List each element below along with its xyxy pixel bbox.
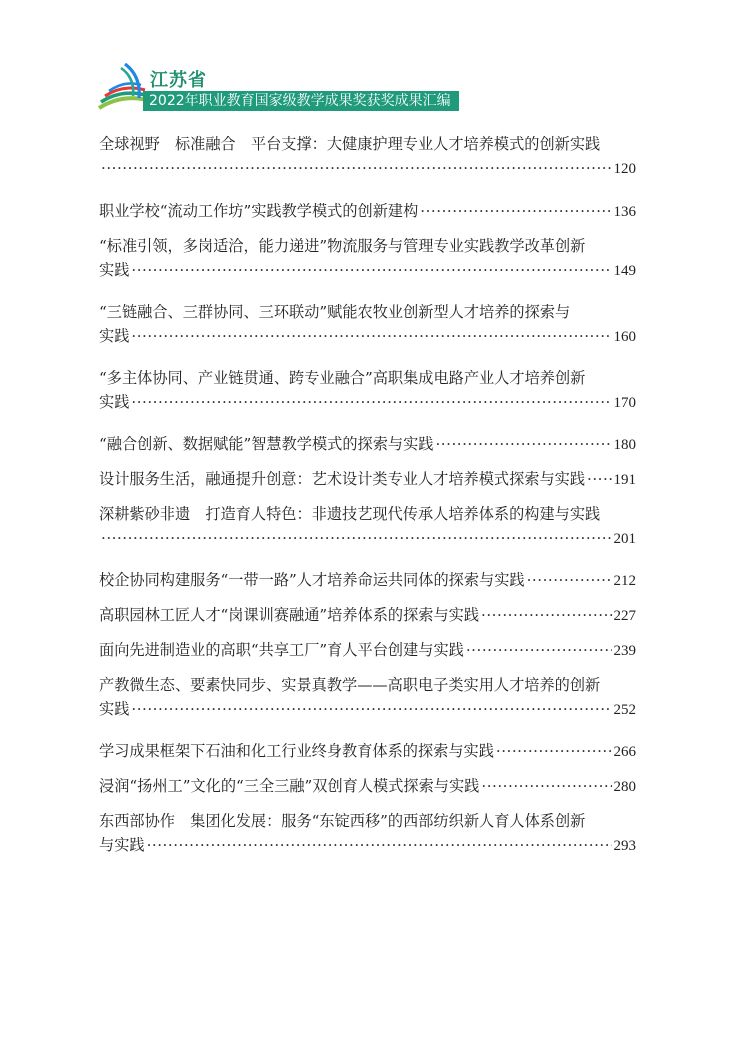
toc-entry[interactable] — [99, 199, 636, 223]
toc-entry-title: 高职园林工匠人才“岗课训赛融通”培养体系的探索与实践 — [99, 606, 480, 624]
toc-entry-line — [99, 568, 636, 592]
dot-leader — [101, 156, 612, 180]
dot-leader — [481, 603, 611, 627]
toc-entry-title: 实践 — [99, 700, 130, 718]
dot-leader — [420, 199, 611, 223]
page-number: 280 — [613, 779, 636, 795]
toc-entry[interactable] — [99, 568, 636, 592]
toc-entry[interactable] — [99, 638, 636, 662]
page-number: 212 — [613, 573, 636, 589]
toc-entry-title: 东西部协作 集团化发展：服务“东锭西移”的西部纺织新人育人体系创新 — [99, 812, 586, 830]
dot-leader — [147, 833, 612, 857]
dot-leader — [131, 697, 611, 721]
toc-entry-line — [99, 366, 636, 390]
page-number: 293 — [613, 838, 636, 854]
dot-leader — [587, 467, 612, 491]
toc-entry-title: 全球视野 标准融合 平台支撑：大健康护理专业人才培养模式的创新实践 — [99, 135, 601, 153]
dot-leader — [496, 739, 612, 763]
toc-entry-line — [99, 502, 636, 526]
page-number: 239 — [613, 643, 636, 659]
toc-entry[interactable] — [99, 467, 636, 491]
toc-entry[interactable] — [99, 809, 636, 857]
toc-entry-title: 深耕紫砂非遗 打造育人特色：非遗技艺现代传承人培养体系的构建与实践 — [99, 505, 601, 523]
toc-entry-line — [99, 324, 636, 348]
toc-entry-title: 与实践 — [99, 836, 145, 854]
page-number: 160 — [613, 329, 636, 345]
toc-entry-line — [99, 638, 636, 662]
dot-leader — [131, 324, 611, 348]
page-number: 201 — [613, 531, 636, 547]
toc-entry[interactable] — [99, 132, 636, 180]
toc-entry-title: 校企协同构建服务“一带一路”人才培养命运共同体的探索与实践 — [99, 571, 525, 589]
page-number: 227 — [613, 608, 636, 624]
toc-entry[interactable] — [99, 774, 636, 798]
toc-entry-title: 设计服务生活，融通提升创意：艺术设计类专业人才培养模式探索与实践 — [99, 470, 585, 488]
page-number: 252 — [613, 702, 636, 718]
toc-entry-line — [99, 526, 636, 550]
publication-banner: 2022年职业教育国家级教学成果奖获奖成果汇编 — [143, 91, 459, 111]
toc-entry[interactable] — [99, 673, 636, 721]
dot-leader — [466, 638, 612, 662]
toc-entry-line — [99, 390, 636, 414]
dot-leader — [131, 390, 611, 414]
toc-entry-title: 面向先进制造业的高职“共享工厂”育人平台创建与实践 — [99, 641, 464, 659]
page-number: 170 — [613, 395, 636, 411]
page-number: 120 — [613, 161, 636, 177]
toc-entry[interactable] — [99, 234, 636, 282]
dot-leader — [527, 568, 612, 592]
toc-entry-line — [99, 739, 636, 763]
toc-entry-title: “多主体协同、产业链贯通、跨专业融合”高职集成电路产业人才培养创新 — [99, 369, 586, 387]
toc-entry-line — [99, 673, 636, 697]
dot-leader — [101, 526, 612, 550]
province-title: 江苏省 — [150, 70, 207, 91]
toc-entry-line — [99, 132, 636, 156]
toc-entry-title: 产教微生态、要素快同步、实景真教学——高职电子类实用人才培养的创新 — [99, 676, 601, 694]
dot-leader — [481, 774, 611, 798]
toc-entry[interactable] — [99, 300, 636, 348]
toc-entry-title: 职业学校“流动工作坊”实践教学模式的创新建构 — [99, 202, 419, 220]
page-number: 136 — [613, 204, 636, 220]
toc-entry-line — [99, 603, 636, 627]
toc-entry-title: “三链融合、三群协同、三环联动”赋能农牧业创新型人才培养的探索与 — [99, 303, 571, 321]
toc-entry[interactable] — [99, 432, 636, 456]
toc-entry-line — [99, 809, 636, 833]
toc-entry-line — [99, 833, 636, 857]
toc-entry-title: 实践 — [99, 327, 130, 345]
toc-entry-line — [99, 432, 636, 456]
page-number: 266 — [613, 744, 636, 760]
page-number: 180 — [613, 437, 636, 453]
page-number: 191 — [613, 472, 636, 488]
toc-entry-title: 实践 — [99, 261, 130, 279]
toc-entry[interactable] — [99, 603, 636, 627]
toc-entry-line — [99, 234, 636, 258]
page-header — [95, 58, 475, 118]
toc-entry-line — [99, 697, 636, 721]
toc-entry-line — [99, 258, 636, 282]
table-of-contents — [99, 132, 636, 875]
toc-entry-line — [99, 199, 636, 223]
page-number: 149 — [613, 263, 636, 279]
toc-entry-line — [99, 774, 636, 798]
toc-entry-title: 实践 — [99, 393, 130, 411]
dot-leader — [131, 258, 611, 282]
toc-entry-line — [99, 467, 636, 491]
toc-entry[interactable] — [99, 739, 636, 763]
dot-leader — [435, 432, 611, 456]
toc-entry[interactable] — [99, 366, 636, 414]
toc-entry-title: “标准引领，多岗适洽，能力递进”物流服务与管理专业实践教学改革创新 — [99, 237, 586, 255]
toc-entry-line — [99, 300, 636, 324]
toc-entry-title: “融合创新、数据赋能”智慧教学模式的探索与实践 — [99, 435, 434, 453]
toc-entry-line — [99, 156, 636, 180]
toc-entry[interactable] — [99, 502, 636, 550]
toc-entry-title: 学习成果框架下石油和化工行业终身教育体系的探索与实践 — [99, 742, 494, 760]
toc-entry-title: 浸润“扬州工”文化的“三全三融”双创育人模式探索与实践 — [99, 777, 480, 795]
